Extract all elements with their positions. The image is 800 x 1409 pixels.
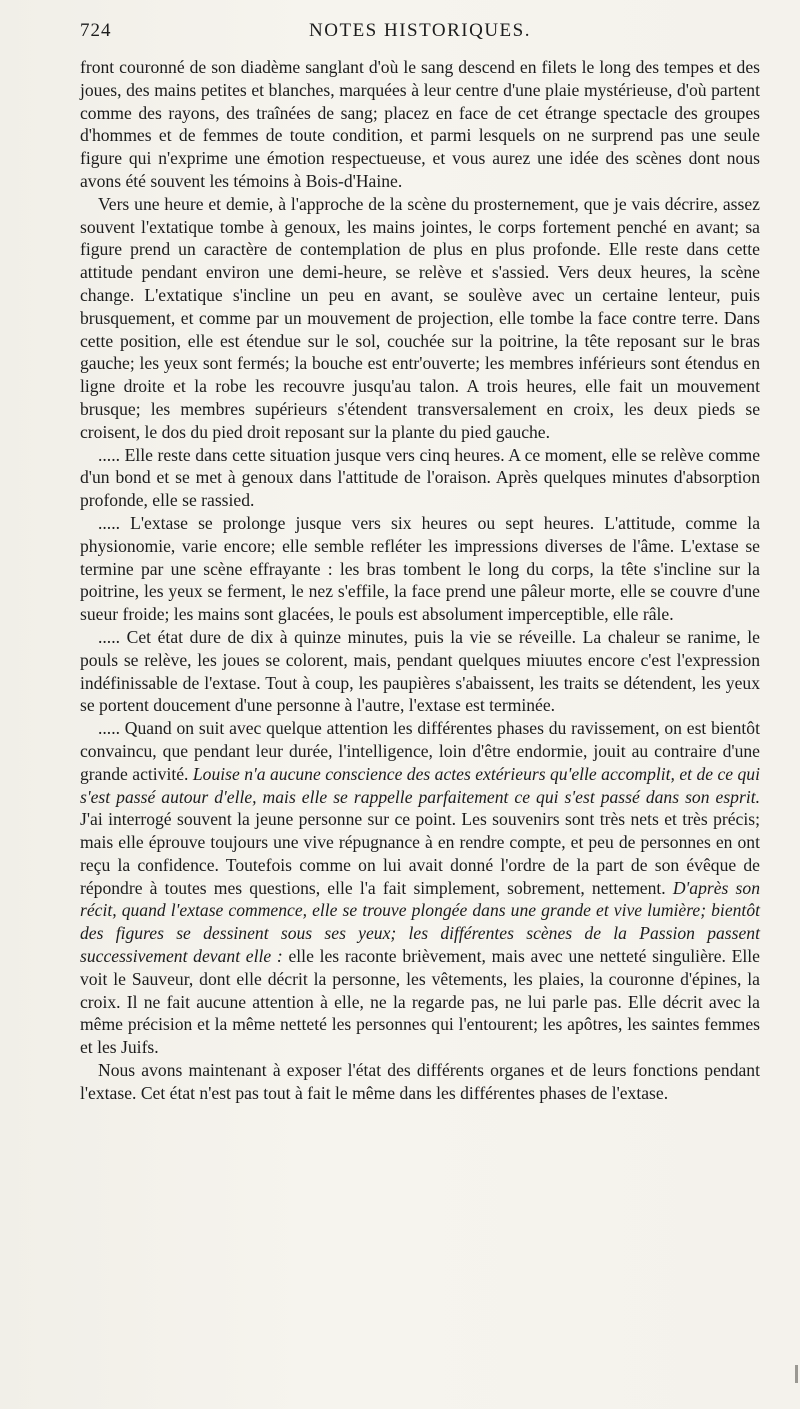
text-segment: front couronné de son diadème sanglant d'où le sang descend en filets le long des tempes et des joues, des mains petites et blanches, marquées à leur centre d'une plaie mystérieuse, d'où partent comme des rayons, des traînées de sang; placez en face de cet étrange spectacle des groupes d'hommes et de femmes de toute condition, et parmi lesquels on ne surprend pas une seule figure qui n'exprime une émotion respectueuse, et vous aurez une idée des scènes dont nous avons été souvent les témoins à Bois-d'Haine. [80, 57, 760, 191]
body-text [80, 56, 760, 1105]
text-segment: Vers une heure et demie, à l'approche de la scène du prosternement, que je vais décrire, assez souvent l'extatique tombe à genoux, les mains jointes, le corps fortement penché en avant; sa figure prend un caractère de contemplation de plus en plus profonde. Elle reste dans cette attitude pendant environ une demi-heure, se relève et s'assied. Vers deux heures, la scène change. L'extatique s'incline un peu en avant, se soulève avec un certaine lenteur, puis brusquement, et comme par un mouvement de projection, elle tombe la face contre terre. Dans cette position, elle est étendue sur le sol, couchée sur la poitrine, la tête reposant sur le bras gauche; les yeux sont fermés; la bouche est entr'ouverte; les membres inférieurs sont étendus en ligne droite et la robe les recouvre jusqu'au talon. A trois heures, elle fait un mouvement brusque; les membres supérieurs s'étendent transversalement en croix, les deux pieds se croisent, le dos du pied droit reposant sur la plante du pied gauche. [80, 193, 760, 442]
paragraph [80, 444, 760, 512]
paragraph [80, 1059, 760, 1105]
running-head: NOTES HISTORIQUES. [309, 20, 531, 41]
text-segment: ..... Elle reste dans cette situation jusque vers cinq heures. A ce moment, elle se relève comme d'un bond et se met à genoux dans l'attitude de l'oraison. Après quelques minutes d'absorption profonde, elle se rassied. [80, 444, 760, 511]
paragraph [80, 193, 760, 444]
italic-text-segment: Louise n'a aucune conscience des actes extérieurs qu'elle accomplit, et de ce qui s'est passé autour d'elle, mais elle se rappelle parfaitement ce qui s'est passé dans son esprit. [80, 763, 760, 807]
italic-text-segment: D'après son récit, quand l'extase commence, elle se trouve plongée dans une grande et vive lumière; bientôt des figures se dessinent sous ses yeux; les différentes scènes de la Passion passent successivement devant elle : [80, 877, 760, 967]
page-number: 724 [80, 20, 112, 41]
text-segment: ..... L'extase se prolonge jusque vers six heures ou sept heures. L'attitude, comme la physionomie, varie encore; elle semble refléter les impressions diverses de l'âme. L'extase se termine par une scène effrayante : les bras tombent le long du corps, la tête s'incline sur la poitrine, les yeux se ferment, le nez s'effile, la face prend une pâleur morte, elle se couvre d'une sueur froide; les mains sont glacées, le pouls est absolument imperceptible, elle râle. [80, 512, 760, 625]
text-segment: ..... Cet état dure de dix à quinze minutes, puis la vie se réveille. La chaleur se ranime, le pouls se relève, les joues se colorent, mais, pendant quelques miuutes encore c'est l'expression indéfinissable de l'extase. Tout à coup, les paupières s'abaissent, les traits se détendent, les yeux se portent doucement d'une personne à l'autre, l'extase est terminée. [80, 626, 760, 716]
paragraph [80, 56, 760, 193]
text-segment: J'ai interrogé souvent la jeune personne sur ce point. Les souvenirs sont très nets et très précis; mais elle éprouve toujours une vive répugnance à en rendre compte, et peu de personnes en ont reçu la confidence. Toutefois comme on lui avait donné l'ordre de la part de son évêque de répondre à toutes mes questions, elle l'a fait simplement, sobrement, nettement. [80, 809, 760, 898]
page-edge-mark [795, 1365, 798, 1383]
paragraph [80, 626, 760, 717]
text-segment: ..... Quand on suit avec quelque attention les différentes phases du ravissement, on est bientôt convaincu, que pendant leur durée, l'intelligence, loin d'être endormie, jouit au contraire d'une grande activité. [80, 718, 760, 784]
text-segment: elle les raconte brièvement, mais avec une netteté singulière. Elle voit le Sauveur, dont elle décrit la personne, les vêtements, les plaies, la couronne d'épines, la croix. Il ne fait aucune attention à elle, ne la regarde pas, ne lui parle pas. Elle décrit avec la même précision et la même netteté les personnes qui l'entourent; les apôtres, les saintes femmes et les Juifs. [80, 946, 760, 1058]
text-segment: Nous avons maintenant à exposer l'état des différents organes et de leurs fonctions pendant l'extase. Cet état n'est pas tout à fait le même dans les différentes phases de l'extase. [80, 1060, 760, 1103]
paragraph [80, 512, 760, 626]
paragraph [80, 717, 760, 1059]
page-header [80, 20, 760, 50]
